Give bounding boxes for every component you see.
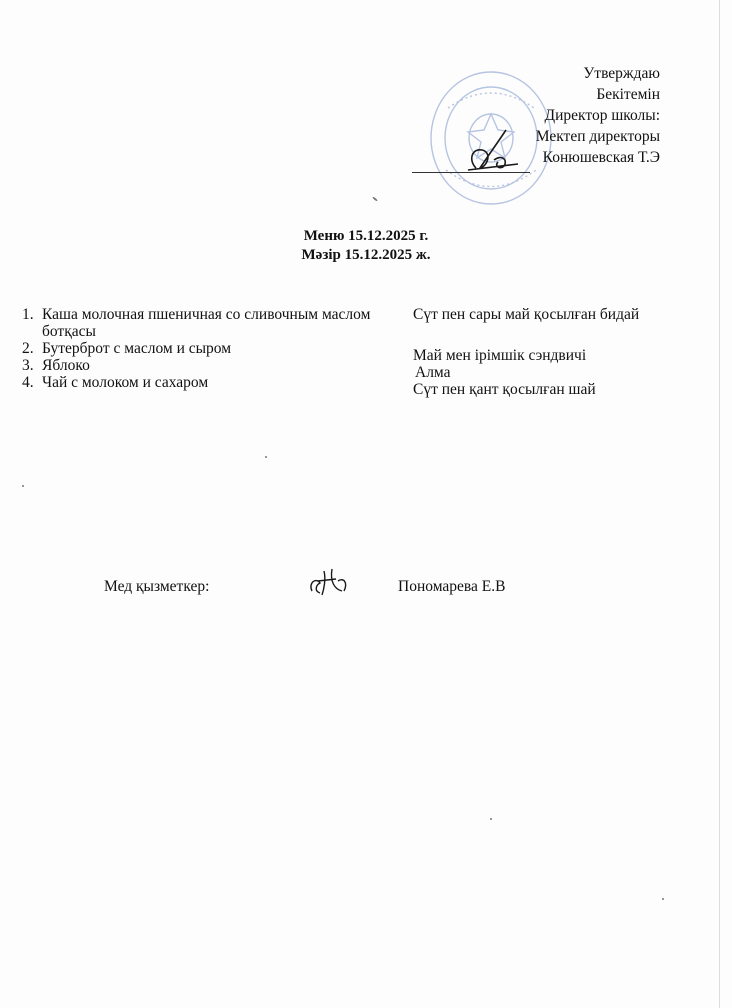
menu-list-ru	[22, 306, 402, 391]
menu-item-ru: Бутерброт с маслом и сыром	[42, 340, 232, 357]
scan-speck	[265, 456, 267, 458]
medic-signature	[306, 561, 352, 601]
approval-block	[536, 63, 660, 168]
medic-label: Мед қызметкер:	[104, 578, 210, 595]
menu-item-kz: Алма	[415, 364, 451, 381]
menu-item-kz: Сүт пен сары май қосылған бидай	[413, 306, 640, 323]
director-signature	[458, 120, 528, 176]
scan-speck	[662, 898, 664, 900]
menu-item-kz: Сүт пен қант қосылған шай	[413, 381, 596, 398]
menu-item-number: 1.	[22, 306, 34, 323]
approval-line: Бекітемін	[596, 86, 660, 103]
menu-item-ru: Чай с молоком и сахаром	[42, 374, 209, 391]
menu-item-number: 4.	[22, 374, 34, 391]
menu-title-kz: Мәзір 15.12.2025 ж.	[301, 247, 431, 263]
scan-speck	[490, 818, 492, 820]
menu-item	[22, 357, 402, 374]
scan-edge	[719, 0, 720, 1008]
approval-line: Директор школы:	[544, 107, 660, 124]
menu-item	[22, 374, 402, 391]
approval-line: Мектеп директоры	[535, 128, 660, 145]
menu-item-ru: Каша молочная пшеничная со сливочным маслом	[42, 306, 371, 323]
scan-speck	[372, 196, 378, 201]
menu-item-number: 3.	[22, 357, 34, 374]
signature-line	[412, 172, 530, 173]
medic-name: Пономарева Е.В	[398, 578, 506, 595]
scan-speck	[22, 485, 24, 487]
menu-item-ru: Яблоко	[42, 357, 90, 374]
menu-title-ru: Меню 15.12.2025 г.	[303, 228, 429, 244]
menu-title	[0, 227, 732, 265]
approval-line: Утверждаю	[583, 65, 660, 82]
menu-item-number: 2.	[22, 340, 34, 357]
director-name: Конюшевская Т.Э	[542, 149, 660, 166]
menu-item-kz-wrap: ботқасы	[42, 323, 96, 340]
menu-item	[22, 306, 402, 340]
menu-item-kz: Май мен ірімшік сэндвичі	[413, 347, 587, 364]
menu-item	[22, 340, 402, 357]
